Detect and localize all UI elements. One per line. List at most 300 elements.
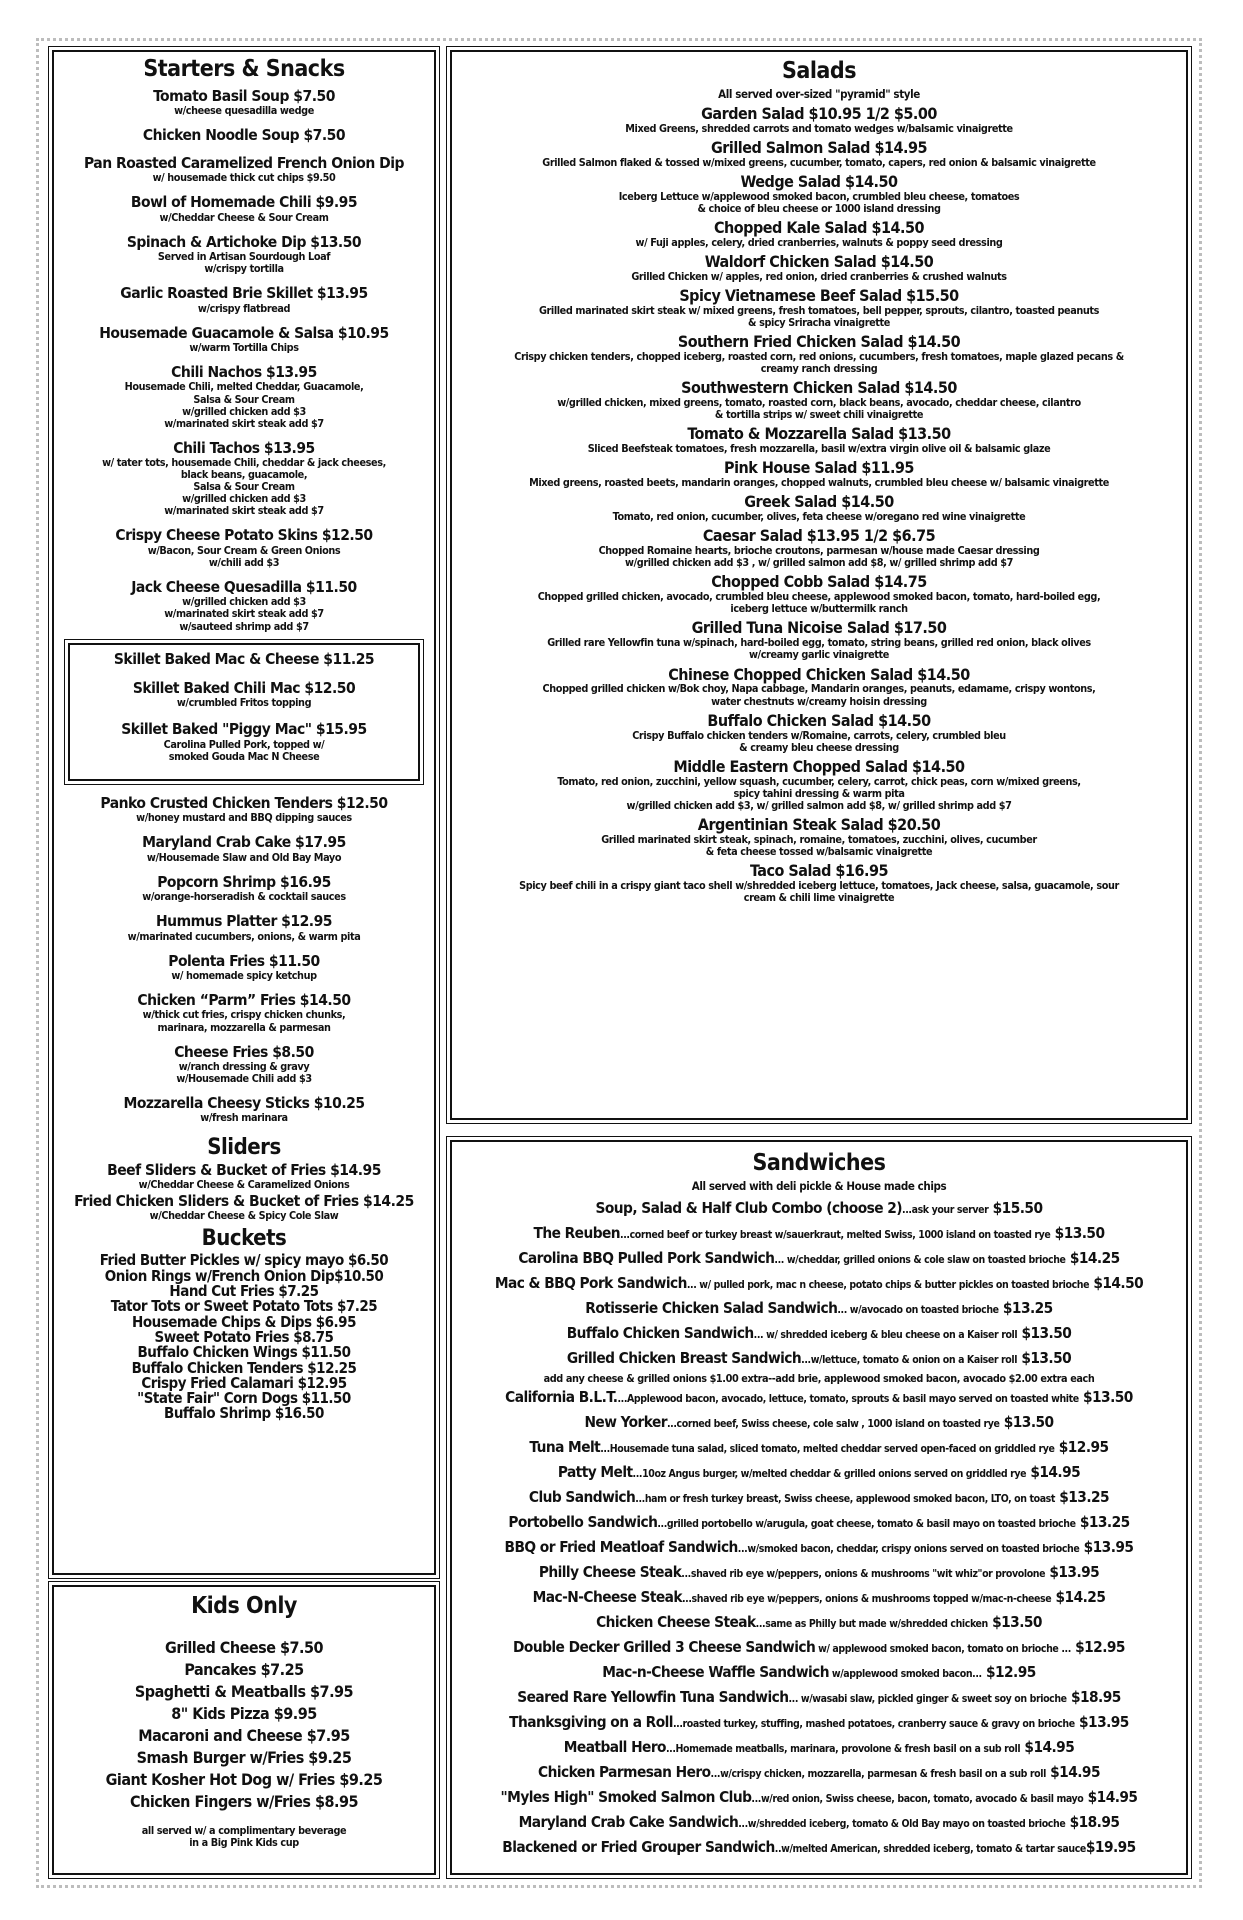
sandwich-name: Double Decker Grilled 3 Cheese Sandwich [513,1638,816,1657]
item-name: Bowl of Homemade Chili $9.95 [130,193,358,212]
item-description: & creamy bleu cheese dressing [739,740,899,754]
menu-item [58,194,430,223]
kids-item: Pancakes $7.25 [184,1660,304,1679]
item-name: Greek Salad $14.50 [744,492,894,512]
item-name: Fried Chicken Sliders & Bucket of Fries $14.25 [74,1192,414,1210]
menu-item [58,88,430,117]
sandwich-item [452,1661,1186,1686]
sandwich-item [452,1386,1186,1411]
sandwich-price: $14.25 [1065,1249,1120,1268]
item-description: Grilled marinated skirt steak w/ mixed greens, fresh tomatoes, bell pepper, sprouts, cilantro, toasted peanuts [538,304,1100,318]
item-description: w/ tater tots, housemade Chili, cheddar & jack cheeses, [102,456,386,470]
menu-item [456,333,1182,375]
sandwich-name: Maryland Crab Cake Sandwich [518,1813,739,1832]
item-description: w/ homemade spicy ketchup [171,969,317,983]
item-name: Tomato & Mozzarella Salad $13.50 [687,424,951,444]
item-description: Chopped grilled chicken, avocado, crumbled bleu cheese, applewood smoked bacon, tomato, hard-boiled egg, [537,590,1101,604]
sandwiches-section [450,1140,1188,1875]
sandwich-price: $14.95 [1020,1738,1075,1757]
sandwich-price: $13.50 [987,1613,1042,1632]
sandwich-price: $12.95 [1070,1638,1125,1657]
sandwich-name: Patty Melt [557,1463,633,1482]
item-description: spicy tahini dressing & warm pita [733,786,905,800]
sandwich-price: $13.50 [1078,1388,1133,1407]
item-name: Hummus Platter $12.95 [156,912,332,931]
menu-item [76,680,412,709]
sandwich-name: Tuna Melt [529,1438,601,1457]
salads-note: All served over-sized "pyramid" style [718,87,920,101]
sandwich-description: ...w/crispy chicken, mozzarella, parmesan & fresh basil on a sub roll [710,1768,1046,1781]
bucket-item: "State Fair" Corn Dogs $11.50 [137,1389,351,1408]
item-description: Carolina Pulled Pork, topped w/ [163,737,325,751]
item-description: w/ranch dressing & gravy [178,1059,310,1073]
item-name: Wedge Salad $14.50 [740,172,898,192]
menu-item [456,219,1182,249]
item-name: Garlic Roasted Brie Skillet $13.95 [120,284,368,303]
menu-item [456,816,1182,858]
sandwich-item [452,1711,1186,1736]
item-description: w/grilled chicken add $3, w/ grilled salmon add $8, w/ grilled shrimp add $7 [626,798,1012,812]
sandwich-name: Chicken Cheese Steak [596,1613,756,1632]
menu-item [58,992,430,1034]
sandwich-list [452,1197,1186,1861]
sandwich-description: ...corned beef or turkey breast w/sauerkraut, melted Swiss, 1000 island on toasted rye [620,1229,1051,1242]
sandwich-description: ... w/wasabi slaw, pickled ginger & sweet soy on brioche [788,1693,1067,1706]
item-name: Pan Roasted Caramelized French Onion Dip [84,153,404,172]
item-description: w/grilled chicken add $3 [182,404,306,418]
item-name: Tomato Basil Soup $7.50 [153,87,335,105]
item-name: Beef Sliders & Bucket of Fries $14.95 [107,1160,381,1179]
item-description: Salsa & Sour Cream [193,392,295,406]
sandwich-name: Soup, Salad & Half Club Combo (choose 2) [595,1199,903,1218]
item-name: Chicken Noodle Soup $7.50 [142,126,346,145]
item-description: w/crispy flatbread [197,301,291,315]
sandwich-description: ..w/melted American, shredded iceberg, tomato & tartar sauce [774,1843,1086,1856]
item-name: Chicken “Parm” Fries $14.50 [137,991,351,1010]
menu-item [58,234,430,276]
item-description: w/marinated skirt steak add $7 [164,504,324,518]
sandwich-name: Portobello Sandwich [508,1513,658,1532]
item-name: Polenta Fries $11.50 [168,951,320,970]
sandwich-description: ...shaved rib eye w/peppers, onions & mushrooms topped w/mac-n-cheese [681,1593,1052,1606]
item-name: Skillet Baked Mac & Cheese $11.25 [113,649,375,668]
sandwich-price: $13.25 [998,1299,1053,1318]
item-name: Panko Crusted Chicken Tenders $12.50 [100,793,388,812]
sandwich-name: Mac-n-Cheese Waffle Sandwich [602,1663,830,1682]
buckets-list [54,1253,434,1421]
item-description: w/Housemade Slaw and Old Bay Mayo [146,850,342,864]
sandwich-price: $13.95 [1079,1538,1134,1557]
menu-item [76,651,412,668]
sandwich-item [452,1247,1186,1272]
sandwich-price: $13.50 [1017,1324,1072,1343]
item-name: Housemade Guacamole & Salsa $10.95 [99,323,389,342]
sandwich-name: Mac-N-Cheese Steak [532,1588,682,1607]
item-description: w/Housemade Chili add $3 [176,1072,312,1086]
sandwich-description: ...shaved rib eye w/peppers, onions & mushrooms "wit whiz"or provolone [681,1568,1046,1581]
sandwich-item [452,1461,1186,1486]
sandwich-name: New Yorker [584,1413,667,1432]
kids-item: Chicken Fingers w/Fries $8.95 [130,1792,358,1811]
menu-item [58,285,430,314]
sandwich-description: ...10oz Angus burger, w/melted cheddar & grilled onions served on griddled rye [632,1468,1027,1481]
item-description: w/orange-horseradish & cocktail sauces [142,890,346,904]
kids-item: Spaghetti & Meatballs $7.95 [134,1682,354,1701]
item-description: Housemade Chili, melted Cheddar, Guacamole, [124,380,364,394]
sandwich-name: BBQ or Fried Meatloaf Sandwich [504,1538,738,1557]
item-description: Grilled marinated skirt steak, spinach, romaine, tomatoes, zucchini, olives, cucumber [601,832,1037,846]
bucket-item: Housemade Chips & Dips $6.95 [132,1312,356,1331]
sandwich-item [452,1761,1186,1786]
menu-item [58,874,430,903]
sandwich-item [452,1686,1186,1711]
menu-item [456,862,1182,904]
sandwich-name: California B.L.T. [505,1388,618,1407]
menu-item [58,1044,430,1086]
item-name: Chopped Kale Salad $14.50 [713,218,925,238]
sandwich-name: Grilled Chicken Breast Sandwich [566,1349,802,1368]
menu-item [58,795,430,824]
bucket-item: Crispy Fried Calamari $12.95 [141,1373,347,1392]
sandwich-name: Seared Rare Yellowfin Tuna Sandwich [517,1688,789,1707]
sandwich-item [452,1561,1186,1586]
item-name: Buffalo Chicken Salad $14.50 [707,710,931,730]
item-description: black beans, guacamole, [180,468,308,482]
item-name: Taco Salad $16.95 [750,860,888,880]
sandwich-description: ... w/avocado on toasted brioche [837,1304,999,1317]
sandwich-price: $18.95 [1066,1688,1121,1707]
menu-item [456,527,1182,569]
salads-section [450,50,1188,1120]
sandwich-price: $12.95 [981,1663,1036,1682]
sandwich-price: $13.25 [1055,1488,1110,1507]
menu-item [58,579,430,633]
item-description: w/ Fuji apples, celery, dried cranberries, walnuts & poppy seed dressing [635,236,1003,250]
item-description: & feta cheese tossed w/balsamic vinaigrette [705,844,933,858]
menu-item [456,379,1182,421]
item-name: Chopped Cobb Salad $14.75 [711,572,927,592]
menu-item [456,493,1182,523]
sandwich-name: Chicken Parmesan Hero [538,1763,711,1782]
sandwich-item [452,1611,1186,1636]
sandwich-description: ...same as Philly but made w/shredded chicken [755,1618,988,1631]
bucket-item: Fried Butter Pickles w/ spicy mayo $6.50 [99,1251,389,1270]
item-name: Chinese Chopped Chicken Salad $14.50 [668,664,970,684]
sandwich-item [452,1586,1186,1611]
sandwich-price: $13.95 [1045,1563,1100,1582]
item-description: Grilled rare Yellowfin tuna w/spinach, hard-boiled egg, tomato, string beans, grilled red onion, black olives [547,636,1091,650]
item-description: w/fresh marinara [200,1111,288,1125]
item-name: Crispy Cheese Potato Skins $12.50 [115,526,373,545]
item-description: Crispy chicken tenders, chopped iceberg, roasted corn, red onions, cucumbers, fresh tomatoes, maple glazed pecans & [514,350,1124,364]
item-description: w/honey mustard and BBQ dipping sauces [136,811,352,825]
item-description: cream & chili lime vinaigrette [743,890,895,904]
sandwich-price: $12.95 [1054,1438,1109,1457]
sandwich-price: $13.50 [1017,1349,1072,1368]
kids-item: 8" Kids Pizza $9.95 [171,1704,317,1723]
sandwiches-note: All served with deli pickle & House made chips [691,1179,947,1193]
menu-item [456,712,1182,754]
sandwich-item [452,1222,1186,1247]
item-name: Middle Eastern Chopped Salad $14.50 [673,756,965,776]
bucket-item: Tator Tots or Sweet Potato Tots $7.25 [110,1297,378,1316]
buckets-title: Buckets [201,1226,287,1252]
item-description: iceberg lettuce w/buttermilk ranch [730,602,908,616]
sandwich-description: ...w/smoked bacon, cheddar, crispy onions served on toasted brioche [737,1543,1080,1556]
menu-item [58,1095,430,1124]
sandwich-price: $14.95 [1045,1763,1100,1782]
item-description: Tomato, red onion, zucchini, yellow squash, cucumber, celery, carrot, chick peas, corn w/mixed greens, [557,774,1081,788]
item-description: Mixed greens, roasted beets, mandarin oranges, chopped walnuts, crumbled bleu cheese w/ balsamic vinaigrette [529,476,1109,490]
item-description: w/ housemade thick cut chips $9.50 [152,171,336,185]
sandwich-description: ...w/lettuce, tomato & onion on a Kaiser roll [801,1354,1018,1367]
kids-list [54,1637,434,1813]
item-description: w/cheese quesadilla wedge [174,104,314,118]
item-description: Sliced Beefsteak tomatoes, fresh mozzarella, basil w/extra virgin olive oil & balsamic glaze [587,442,1051,456]
skillet-box [68,643,420,781]
item-name: Southern Fried Chicken Salad $14.50 [677,332,961,352]
menu-item [58,834,430,863]
sandwich-price: $13.50 [999,1413,1054,1432]
item-description: & spicy Sriracha vinaigrette [748,316,890,330]
skillet-list [72,651,416,763]
salads-title: Salads [781,58,857,84]
sandwich-description: w/ applewood smoked bacon, tomato on brioche ... [815,1643,1071,1656]
item-description: w/grilled chicken, mixed greens, tomato, roasted corn, black beans, avocado, cheddar cheese, cilantro [557,396,1081,410]
sandwich-name: Rotisserie Chicken Salad Sandwich [585,1299,838,1318]
bucket-item: Onion Rings w/French Onion Dip$10.50 [104,1266,384,1285]
item-description: Mixed Greens, shredded carrots and tomato wedges w/balsamic vinaigrette [625,122,1013,136]
sandwich-item [452,1436,1186,1461]
item-name: Skillet Baked Chili Mac $12.50 [132,678,356,697]
kids-note-line: in a Big Pink Kids cup [189,1836,299,1850]
menu-item [456,425,1182,455]
item-description: w/Cheddar Cheese & Caramelized Onions [138,1177,350,1191]
item-description: w/grilled chicken add $3 , w/ grilled salmon add $8, w/ grilled shrimp add $7 [625,556,1013,570]
item-description: Chopped Romaine hearts, brioche croutons, parmesan w/house made Caesar dressing [598,544,1040,558]
item-name: Maryland Crab Cake $17.95 [142,833,346,852]
menu-item [58,1193,430,1222]
item-description: w/sauteed shrimp add $7 [179,619,309,633]
sandwich-name: Blackened or Fried Grouper Sandwich [502,1838,775,1857]
sandwich-name: Philly Cheese Steak [538,1563,682,1582]
sandwich-name: Buffalo Chicken Sandwich [566,1324,754,1343]
sandwich-price: $14.95 [1083,1788,1138,1807]
item-name: Waldorf Chicken Salad $14.50 [704,252,934,272]
item-name: Skillet Baked "Piggy Mac" $15.95 [121,720,367,739]
sandwich-description: ...grilled portobello w/arugula, goat cheese, tomato & basil mayo on toasted brioche [657,1518,1076,1531]
menu-item [58,325,430,354]
sandwich-name: Mac & BBQ Pork Sandwich [494,1274,687,1293]
item-description: w/Cheddar Cheese & Spicy Cole Slaw [149,1209,339,1223]
item-name: Mozzarella Cheesy Sticks $10.25 [123,1094,365,1113]
kids-item: Smash Burger w/Fries $9.25 [136,1748,352,1767]
menu-item [456,105,1182,135]
sandwich-price: $15.50 [988,1199,1043,1218]
item-description: w/crispy tortilla [204,262,284,276]
item-name: Southwestern Chicken Salad $14.50 [681,378,957,398]
sandwich-name: Meatball Hero [563,1738,666,1757]
item-name: Pink House Salad $11.95 [724,458,914,478]
item-description: & tortilla strips w/ sweet chili vinaigrette [714,408,924,422]
item-description: Iceberg Lettuce w/applewood smoked bacon, crumbled bleu cheese, tomatoes [618,190,1020,204]
starters-list [54,88,434,633]
sandwich-name: Thanksgiving on a Roll [509,1713,673,1732]
menu-item [456,666,1182,708]
sandwich-price: $14.50 [1089,1274,1144,1293]
sandwich-name: Carolina BBQ Pulled Pork Sandwich [518,1249,775,1268]
item-description: Crispy Buffalo chicken tenders w/Romaine, carrots, celery, crumbled bleu [632,728,1006,742]
sandwich-description: ...Applewood bacon, avocado, lettuce, tomato, sprouts & basil mayo served on toasted white [617,1393,1079,1406]
item-description: w/marinated cucumbers, onions, & warm pita [127,929,361,943]
item-name: Chili Tachos $13.95 [173,438,315,457]
sandwich-description: ...Homemade meatballs, marinara, provolone & fresh basil on a sub roll [665,1743,1021,1756]
item-name: Popcorn Shrimp $16.95 [157,872,331,891]
sandwich-name: The Reuben [533,1224,621,1243]
sandwich-item [452,1636,1186,1661]
sandwich-item [452,1411,1186,1436]
item-name: Argentinian Steak Salad $20.50 [697,814,941,834]
sandwich-description: w/applewood smoked bacon... [829,1668,982,1681]
item-description: w/Cheddar Cheese & Sour Cream [159,210,329,224]
item-description: marinara, mozzarella & parmesan [157,1020,331,1034]
sandwich-item [452,1322,1186,1347]
item-description: Spicy beef chili in a crispy giant taco shell w/shredded iceberg lettuce, tomatoes, Jack cheese, salsa, guacamole, sour [519,878,1119,892]
sandwich-item [452,1511,1186,1536]
menu-item [58,1162,430,1191]
menu-item [456,173,1182,215]
sandwich-item [452,1486,1186,1511]
item-description: smoked Gouda Mac N Cheese [168,749,320,763]
item-name: Grilled Salmon Salad $14.95 [710,138,927,158]
sandwich-item [452,1272,1186,1297]
sandwich-item [452,1197,1186,1222]
menu-item [58,913,430,942]
kids-note [54,1825,434,1849]
sandwich-description: ...ask your server [902,1204,989,1217]
sandwich-description: ...roasted turkey, stuffing, mashed potatoes, cranberry sauce & gravy on brioche [672,1718,1075,1731]
menu-item [58,364,430,430]
sandwich-description: ...ham or fresh turkey breast, Swiss cheese, applewood smoked bacon, LTO, on toast [635,1493,1056,1506]
item-description: w/crumbled Fritos topping [176,696,312,710]
item-name: Caesar Salad $13.95 1/2 $6.75 [702,526,936,546]
sliders-list [54,1162,434,1223]
sandwich-price: $19.95 [1085,1838,1136,1857]
menu-item [58,440,430,518]
item-description: water chestnuts w/creamy hoisin dressing [711,694,927,708]
item-name: Grilled Tuna Nicoise Salad $17.50 [691,618,947,638]
starters-section [52,50,436,1575]
item-description: Tomato, red onion, cucumber, olives, feta cheese w/oregano red wine vinaigrette [612,510,1026,524]
sandwich-description: ...corned beef, Swiss cheese, cole salw , 1000 island on toasted rye [666,1418,1000,1431]
menu-item [456,459,1182,489]
bucket-item: Sweet Potato Fries $8.75 [154,1327,334,1346]
sandwich-addon-note: add any cheese & grilled onions $1.00 extra--add brie, applewood smoked bacon, avocado $2.00 extra each [543,1372,1095,1386]
sandwich-description: ... w/cheddar, grilled onions & cole slaw on toasted brioche [774,1254,1066,1267]
sandwich-price: $14.25 [1051,1588,1106,1607]
menu-item [76,721,412,763]
sandwich-item [452,1786,1186,1811]
item-name: Cheese Fries $8.50 [174,1042,314,1061]
item-description: & choice of bleu cheese or 1000 island dressing [697,202,941,216]
sandwich-price: $13.95 [1074,1713,1129,1732]
item-name: Spinach & Artichoke Dip $13.50 [126,232,362,251]
sandwich-description: ... w/ pulled pork, mac n cheese, potato chips & butter pickles on toasted brioche [686,1279,1090,1292]
item-description: Served in Artisan Sourdough Loaf [157,250,331,264]
sandwich-description: ... w/ shredded iceberg & bleu cheese on a Kaiser roll [753,1329,1018,1342]
sandwich-item [452,1536,1186,1561]
item-description: w/creamy garlic vinaigrette [748,648,889,662]
item-description: w/grilled chicken add $3 [182,492,306,506]
menu-item [58,127,430,144]
menu-item [456,253,1182,283]
bucket-item: Hand Cut Fries $7.25 [169,1282,319,1301]
sandwich-description: ...w/red onion, Swiss cheese, bacon, tomato, avocado & basil mayo [751,1793,1084,1806]
sandwich-item [452,1811,1186,1836]
item-description: w/marinated skirt steak add $7 [164,607,324,621]
item-description: w/warm Tortilla Chips [189,340,299,354]
item-description: creamy ranch dressing [760,362,878,376]
menu-item [456,287,1182,329]
item-description: Grilled Chicken w/ apples, red onion, dried cranberries & crushed walnuts [631,270,1007,284]
item-name: Chili Nachos $13.95 [171,363,317,382]
more-starters-list [54,795,434,1125]
sandwich-price: $13.25 [1075,1513,1130,1532]
bucket-item: Buffalo Chicken Wings $11.50 [137,1343,351,1362]
menu-item [456,573,1182,615]
kids-item: Giant Kosher Hot Dog w/ Fries $9.25 [105,1770,383,1789]
sandwich-item [452,1297,1186,1322]
kids-title: Kids Only [191,1593,297,1619]
item-description: w/chili add $3 [208,555,280,569]
sandwich-price: $14.95 [1026,1463,1081,1482]
menu-item [456,758,1182,812]
item-description: w/thick cut fries, crispy chicken chunks, [142,1008,346,1022]
sandwich-price: $13.50 [1050,1224,1105,1243]
sandwich-item [452,1347,1186,1372]
menu-item [58,155,430,184]
item-description: Grilled Salmon flaked & tossed w/mixed greens, cucumber, tomato, capers, red onion & balsamic vinaigrette [542,156,1096,170]
starters-title: Starters & Snacks [143,56,345,82]
sandwich-item [452,1836,1186,1861]
sandwich-price: $18.95 [1065,1813,1120,1832]
sandwich-description: ...w/shredded iceberg, tomato & Old Bay mayo on toasted brioche [738,1818,1066,1831]
item-name: Jack Cheese Quesadilla $11.50 [131,578,357,596]
sandwich-description: ...Housemade tuna salad, sliced tomato, melted cheddar served open-faced on griddled rye [600,1443,1055,1456]
kids-section [52,1585,436,1875]
bucket-item: Buffalo Chicken Tenders $12.25 [131,1358,357,1377]
item-name: Garden Salad $10.95 1/2 $5.00 [701,104,937,124]
item-description: Salsa & Sour Cream [193,480,295,494]
sandwich-name: Club Sandwich [528,1488,636,1507]
item-description: w/Bacon, Sour Cream & Green Onions [147,543,341,557]
kids-item: Grilled Cheese $7.50 [165,1638,323,1657]
item-description: Chopped grilled chicken w/Bok choy, Napa cabbage, Mandarin oranges, peanuts, edamame, crispy wontons, [542,682,1096,696]
item-description: w/marinated skirt steak add $7 [164,416,324,430]
kids-item: Macaroni and Cheese $7.95 [138,1726,350,1745]
kids-note-line: all served w/ a complimentary beverage [141,1824,347,1837]
item-description: w/grilled chicken add $3 [182,595,306,609]
sliders-title: Sliders [207,1134,281,1160]
salads-list [452,105,1186,904]
sandwiches-title: Sandwiches [752,1150,886,1176]
sandwich-name: "Myles High" Smoked Salmon Club [500,1788,752,1807]
bucket-item: Buffalo Shrimp $16.50 [164,1404,324,1423]
menu-item [58,953,430,982]
sandwich-item [452,1736,1186,1761]
menu-item [456,619,1182,661]
menu-item [456,139,1182,169]
